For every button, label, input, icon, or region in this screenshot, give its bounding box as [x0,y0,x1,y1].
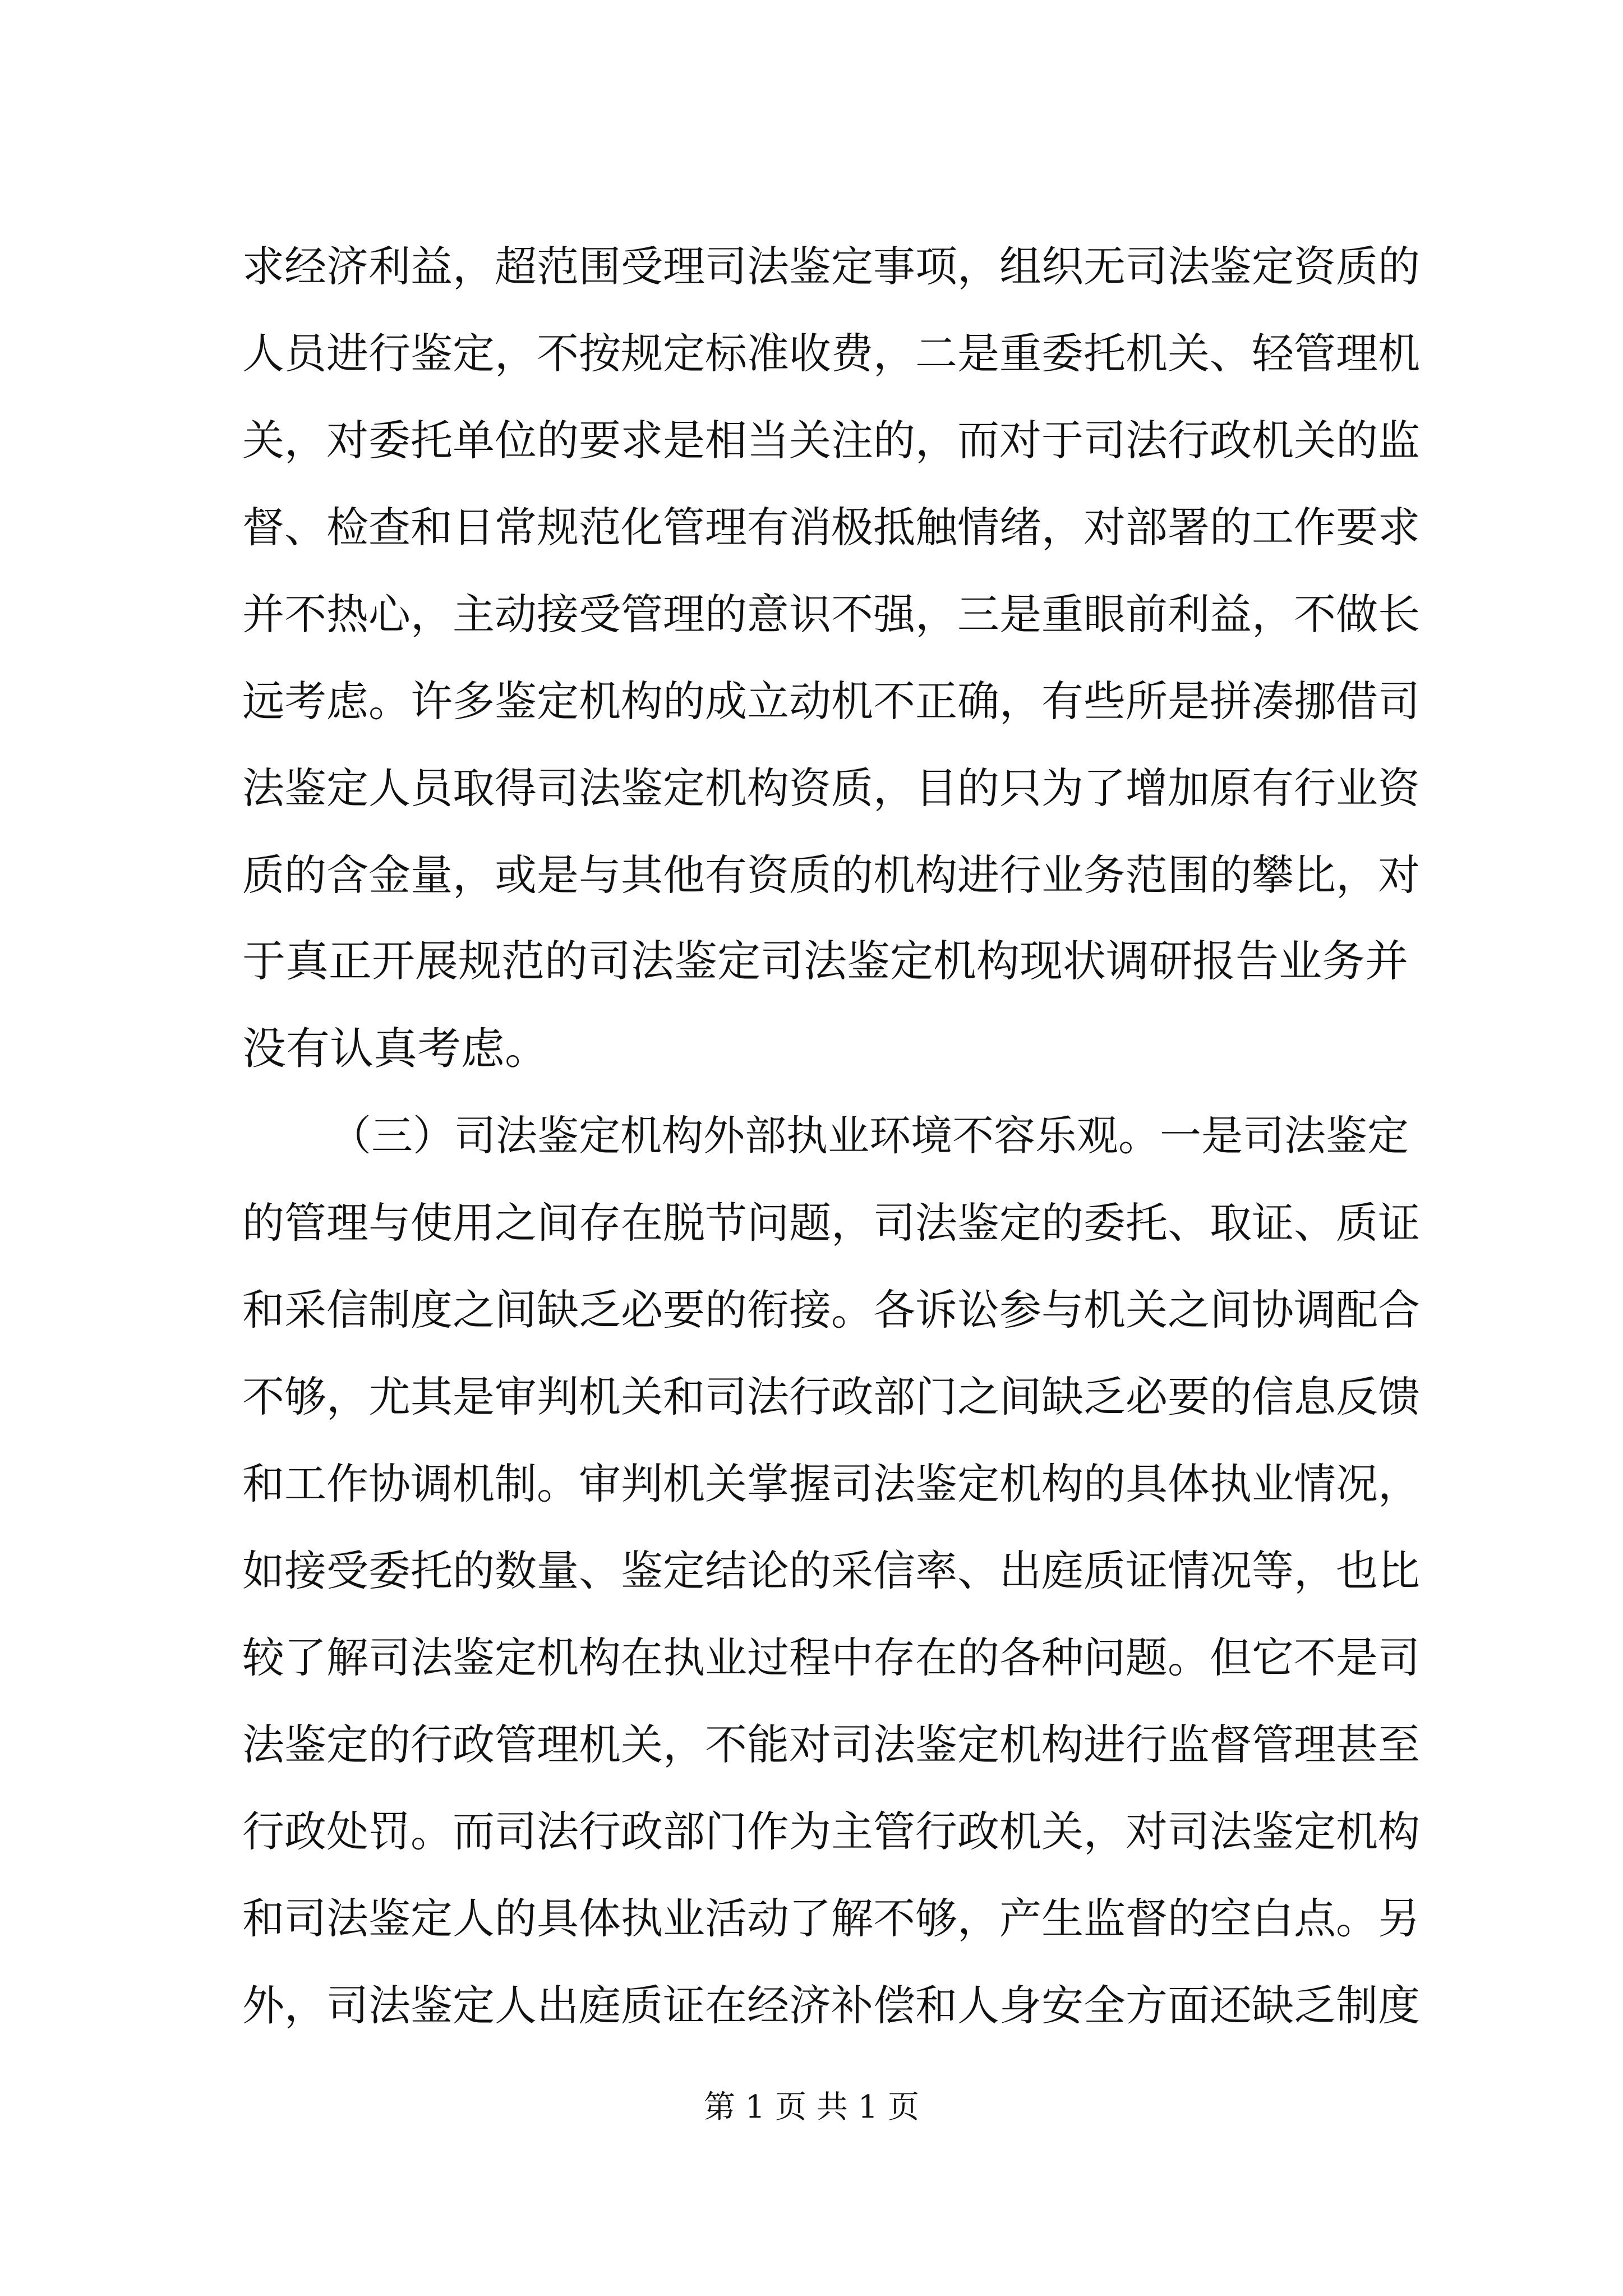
section-heading-line: （三）司法鉴定机构外部执业环境不容乐观。一是司法鉴定 [330,1112,1409,1160]
text-line: 行政处罚。而司法行政部门作为主管行政机关，对司法鉴定机构 [242,1807,1421,1856]
text-line: 法鉴定的行政管理机关，不能对司法鉴定机构进行监督管理甚至 [242,1720,1421,1769]
text-line: 求经济利益，超范围受理司法鉴定事项，组织无司法鉴定资质的 [242,242,1421,291]
text-line: 于真正开展规范的司法鉴定司法鉴定机构现状调研报告业务并 [242,937,1408,987]
text-line: 没有认真考虑。 [242,1024,549,1074]
text-line: 和司法鉴定人的具体执业活动了解不够，产生监督的空白点。另 [242,1894,1421,1943]
text-line: 法鉴定人员取得司法鉴定机构资质，目的只为了增加原有行业资 [242,763,1421,813]
text-line: 外，司法鉴定人出庭质证在经济补偿和人身安全方面还缺乏制度 [242,1981,1421,2030]
text-line: 人员进行鉴定，不按规定标准收费，二是重委托机关、轻管理机 [242,329,1421,378]
text-line: 不够，尤其是审判机关和司法行政部门之间缺乏必要的信息反馈 [242,1372,1421,1421]
text-line: 督、检查和日常规范化管理有消极抵触情绪，对部署的工作要求 [242,503,1421,552]
text-line: 关，对委托单位的要求是相当关注的，而对于司法行政机关的监 [242,416,1421,465]
page-number-footer: 第 1 页 共 1 页 [703,2089,920,2125]
text-line: 和工作协调机制。审判机关掌握司法鉴定机构的具体执业情况， [242,1459,1421,1508]
text-line: 并不热心，主动接受管理的意识不强，三是重眼前利益，不做长 [242,590,1421,639]
text-line: 质的含金量，或是与其他有资质的机构进行业务范围的攀比，对 [242,850,1421,900]
text-line: 较了解司法鉴定机构在执业过程中存在的各种问题。但它不是司 [242,1633,1421,1682]
text-line: 和采信制度之间缺乏必要的衔接。各诉讼参与机关之间协调配合 [242,1285,1421,1335]
text-line: 如接受委托的数量、鉴定结论的采信率、出庭质证情况等，也比 [242,1546,1421,1595]
text-line: 的管理与使用之间存在脱节问题，司法鉴定的委托、取证、质证 [242,1198,1421,1248]
text-line: 远考虑。许多鉴定机构的成立动机不正确，有些所是拼凑挪借司 [242,677,1421,726]
